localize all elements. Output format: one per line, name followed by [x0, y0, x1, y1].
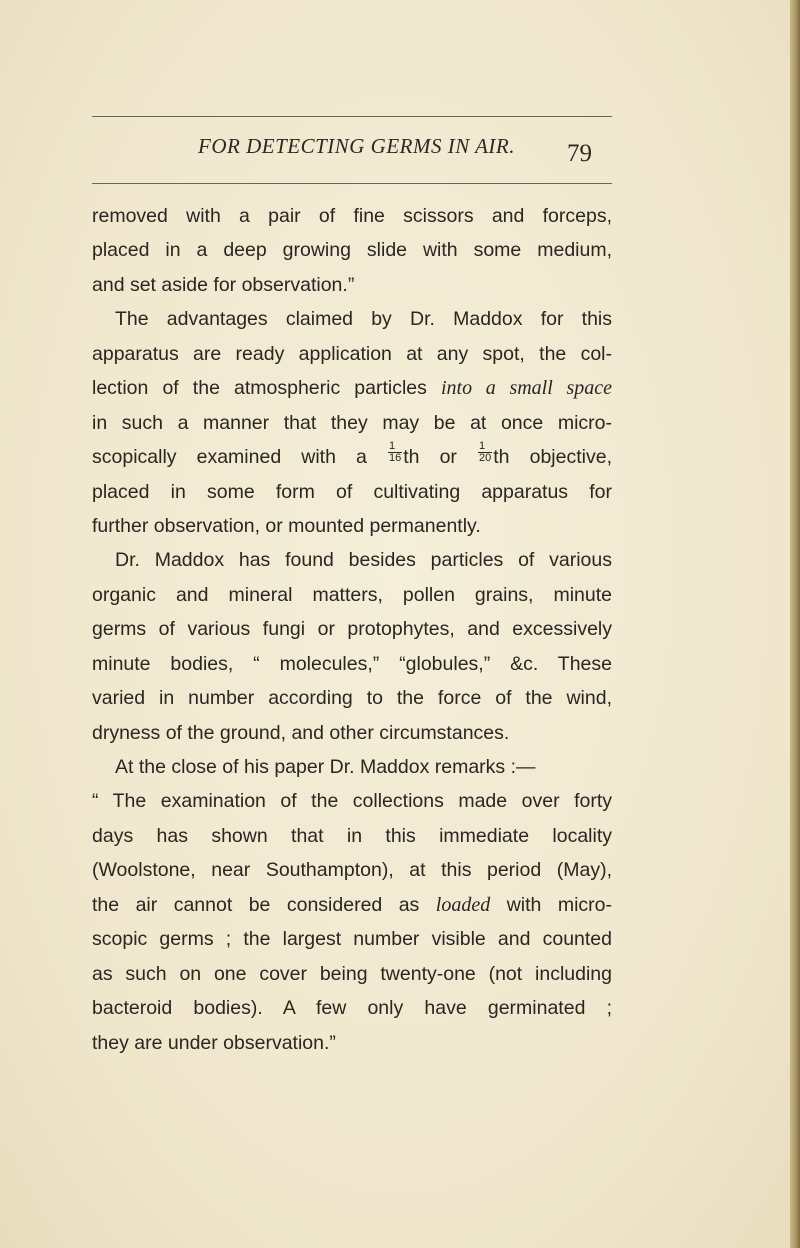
text-line: placed in a deep growing slide with some medium,	[92, 239, 612, 262]
text-line: further observation, or mounted permanently.	[92, 514, 481, 537]
text-line: apparatus are ready application at any spot, the col-	[92, 342, 612, 365]
page-edge-shadow	[790, 0, 800, 1248]
text-line: removed with a pair of fine scissors and forceps,	[92, 205, 612, 227]
text-line: as such on one cover being twenty-one (not including	[92, 962, 612, 985]
text-line: and set aside for observation.”	[92, 273, 355, 296]
page-number: 79	[567, 140, 592, 167]
text-line	[92, 888, 612, 922]
fraction-sixteenth	[388, 441, 402, 464]
text-line: dryness of the ground, and other circumstances.	[92, 721, 510, 744]
text-line: in such a manner that they may be at once micro-	[92, 411, 612, 434]
fraction-denominator: 16	[388, 452, 402, 465]
text-span: th objective,	[493, 446, 612, 469]
fraction-numerator: 1	[388, 441, 402, 453]
text-line: organic and mineral matters, pollen grains, minute	[92, 583, 612, 606]
text-line: minute bodies, “ molecules,” “globules,” &c. These	[92, 652, 612, 675]
text-line: Dr. Maddox has found besides particles of various	[115, 549, 612, 572]
text-line: they are under observation.”	[92, 1031, 336, 1054]
fraction-numerator: 1	[478, 441, 492, 453]
fraction-twentieth	[478, 441, 492, 464]
text-line	[92, 371, 612, 405]
text-line: bacteroid bodies). A few only have germinated ;	[92, 997, 612, 1020]
text-line: varied in number according to the force of the wind,	[92, 687, 612, 710]
fraction-denominator: 20	[479, 452, 492, 465]
text-line	[92, 440, 612, 474]
text-line: germs of various fungi or protophytes, and excessively	[92, 618, 612, 641]
body-text	[92, 199, 612, 1060]
italic-word: loaded	[435, 893, 491, 916]
text-line: At the close of his paper Dr. Maddox remarks :—	[115, 756, 536, 778]
header-rule-bottom	[92, 183, 612, 184]
text-line: The advantages claimed by Dr. Maddox for this	[115, 308, 612, 331]
text-line: “ The examination of the collections made over forty	[92, 790, 612, 813]
running-head: FOR DETECTING GERMS IN AIR.	[198, 134, 516, 158]
text-span: lection of the atmospheric particles	[92, 377, 427, 400]
text-span: th or	[403, 446, 457, 469]
text-span: the air cannot be considered as	[92, 893, 420, 916]
header-rule-top	[92, 116, 612, 117]
text-span: with micro-	[506, 893, 612, 916]
text-line: (Woolstone, near Southampton), at this period (May),	[92, 859, 612, 882]
italic-phrase: into a small space	[441, 377, 612, 400]
text-line: placed in some form of cultivating apparatus for	[92, 480, 612, 503]
text-line: scopic germs ; the largest number visible and counted	[92, 928, 612, 951]
text-span: scopically examined with a	[92, 446, 367, 469]
text-line: days has shown that in this immediate locality	[92, 824, 612, 847]
